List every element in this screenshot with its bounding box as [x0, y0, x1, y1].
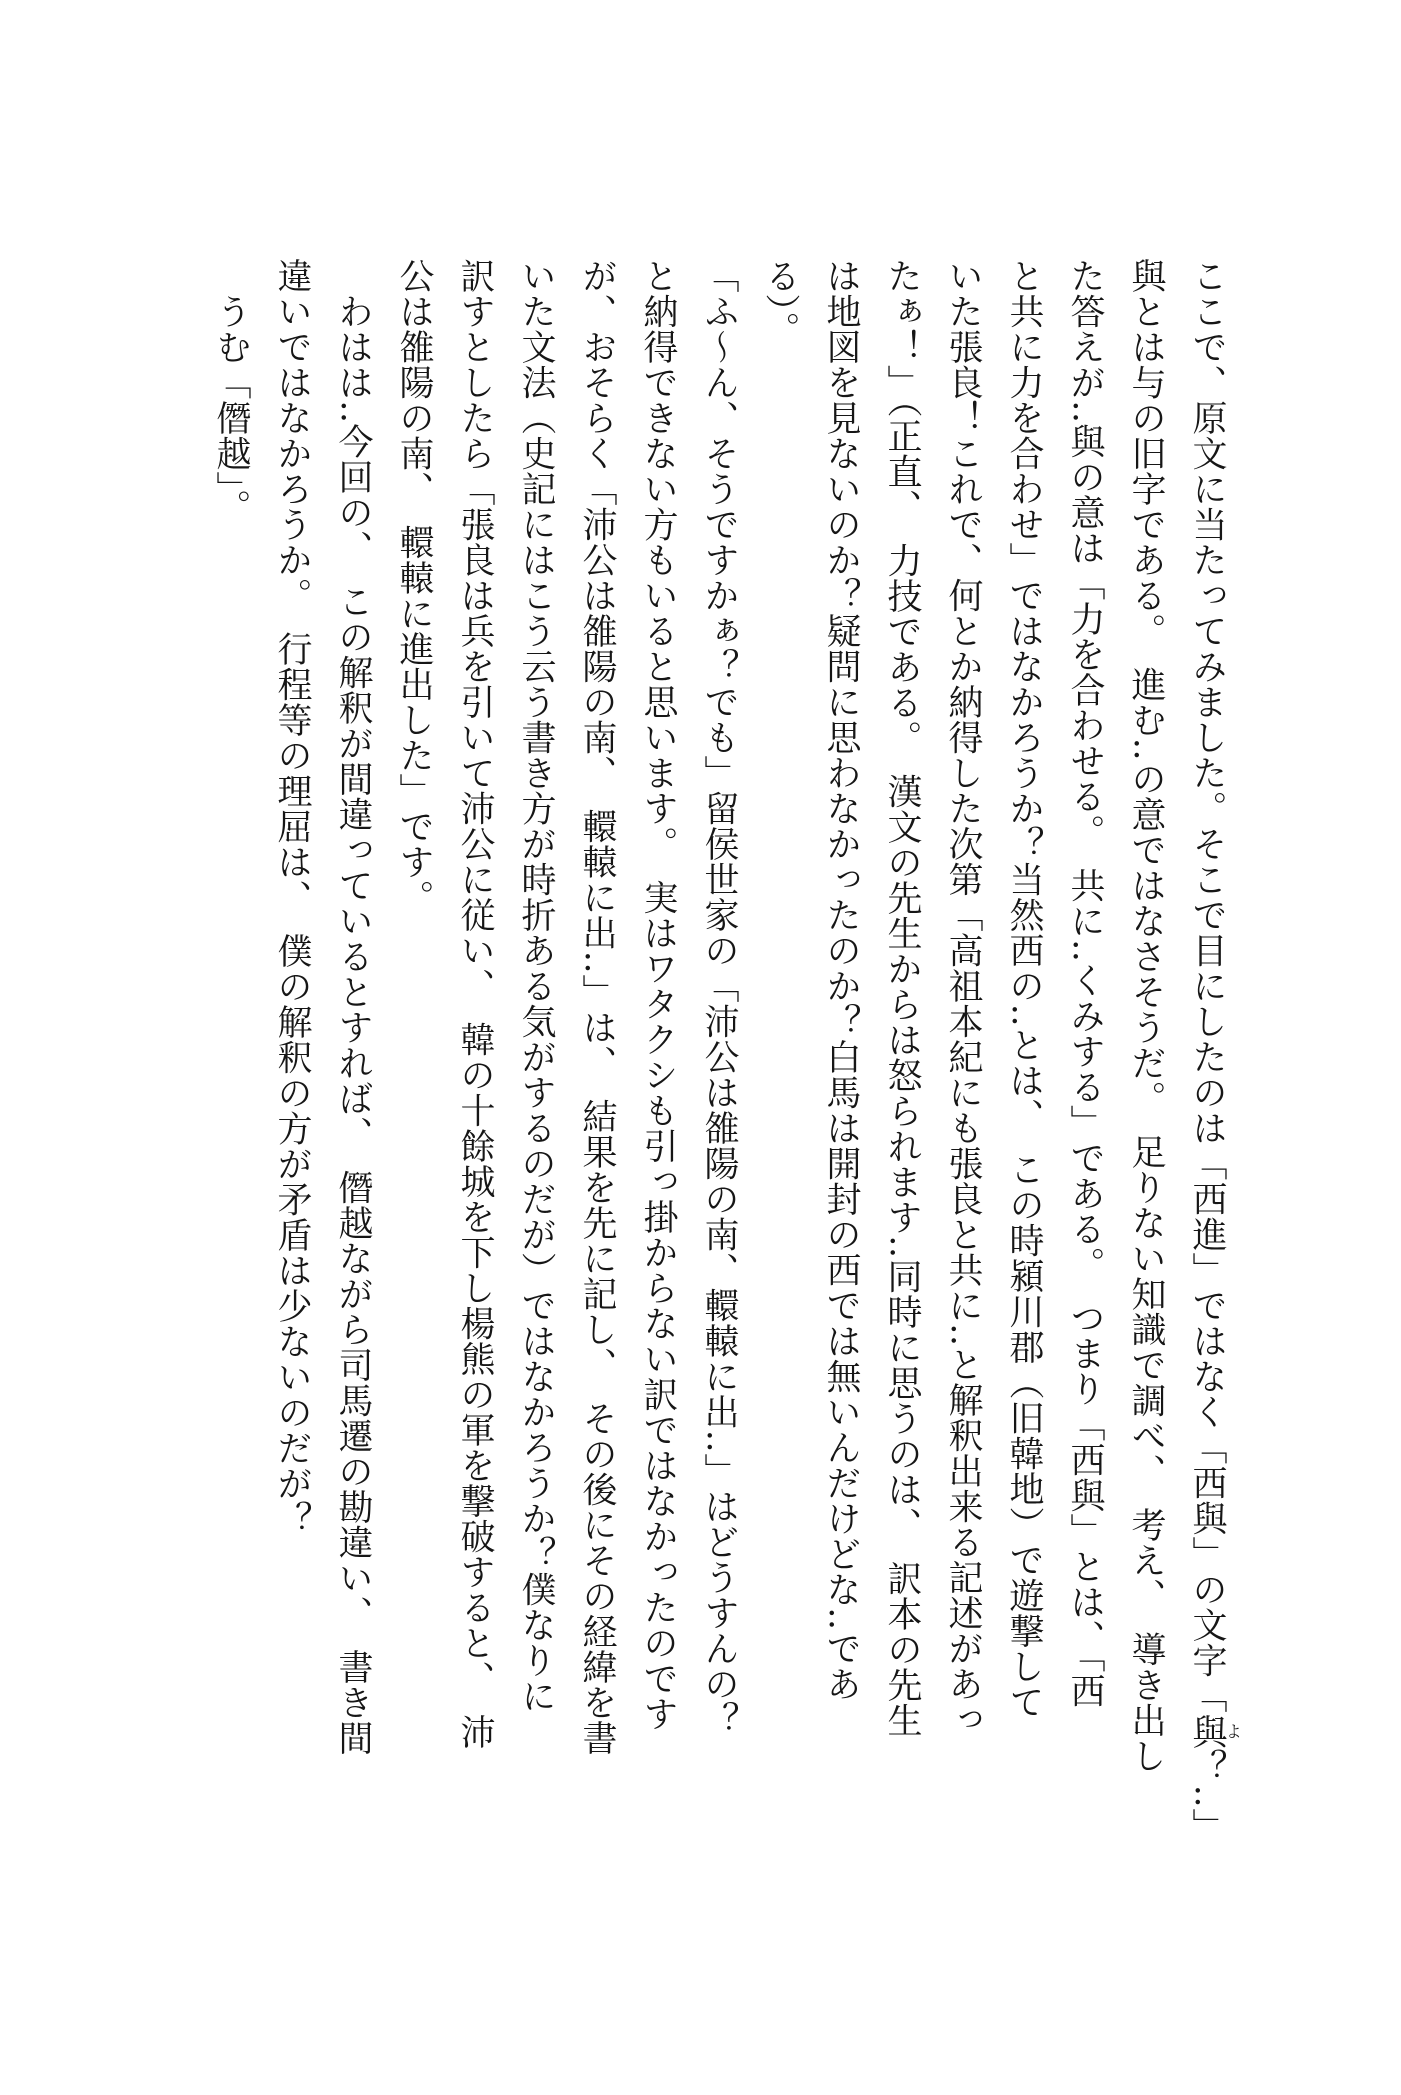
- text-line: 「ふ〜ん、そうですかぁ？でも」留侯世家の「沛公は雒陽の南、轘轅に出‥」はどうすんの？: [699, 258, 739, 1738]
- text-line: [1176, 258, 1241, 1868]
- text-line: 訳すとしたら「張良は兵を引いて沛公に従い、 韓の十餘城を下し楊熊の軍を撃破すると、 沛: [455, 258, 495, 1750]
- text-line: 與とは与の旧字である。 進む‥の意ではなさそうだ。 足りない知識で調べ、 考え、 導き出し: [1126, 258, 1166, 1774]
- text-line: たぁ！」（正直、 力技である。 漢文の先生からは怒られます‥同時に思うのは、 訳本の先生: [882, 258, 922, 1739]
- text-line: は地図を見ないのか？疑問に思わなかったのか？白馬は開封の西では無いんだけどな‥であ: [821, 258, 861, 1702]
- ruby-reading: よ: [1223, 1713, 1243, 1749]
- text-segment: ここで、原文に当たってみました。そこで目にしたのは「西進」ではなく「西與」の文字「: [1187, 258, 1227, 1714]
- text-line: た答えが‥與の意は「力を合わせる。 共に‥くみする」である。 つまり「西與」とは、「西: [1065, 258, 1105, 1709]
- text-line: と納得できない方もいると思います。 実はワタクシも引っ掛からない訳ではなかったのです: [638, 258, 678, 1732]
- text-line: いた張良！これで、何とか納得した次第「高祖本紀にも張良と共に‥と解釈出来る記述があっ: [943, 258, 983, 1738]
- text-line: と共に力を合わせ」ではなかろうか？当然西の‥とは、 この時潁川郡（旧韓地）で遊撃して: [1004, 258, 1044, 1720]
- text-line: る）。: [760, 258, 800, 347]
- ruby-base: 與: [1187, 1713, 1227, 1749]
- text-line: わはは‥今回の、 この解釈が間違っているとすれば、 僭越ながら司馬遷の勘違い、 書き間: [333, 258, 373, 1756]
- text-line: うむ「僭越」。: [211, 258, 251, 525]
- vertical-body-text: [200, 258, 1241, 1868]
- text-line: いた文法（史記にはこう云う書き方が時折ある気がするのだが）ではなかろうか？僕なりに: [516, 258, 556, 1714]
- text-segment: ？‥」: [1187, 1749, 1227, 1844]
- text-line: 違いではなかろうか。 行程等の理屈は、 僕の解釈の方が矛盾は少ないのだが？: [272, 258, 312, 1537]
- text-line: が、おそらく「沛公は雒陽の南、 轘轅に出‥」は、 結果を先に記し、 その後にその経緯を書: [577, 258, 617, 1756]
- ruby-annotated-char: [1187, 1713, 1243, 1750]
- text-line: 公は雒陽の南、 轘轅に進出した」です。: [394, 258, 434, 915]
